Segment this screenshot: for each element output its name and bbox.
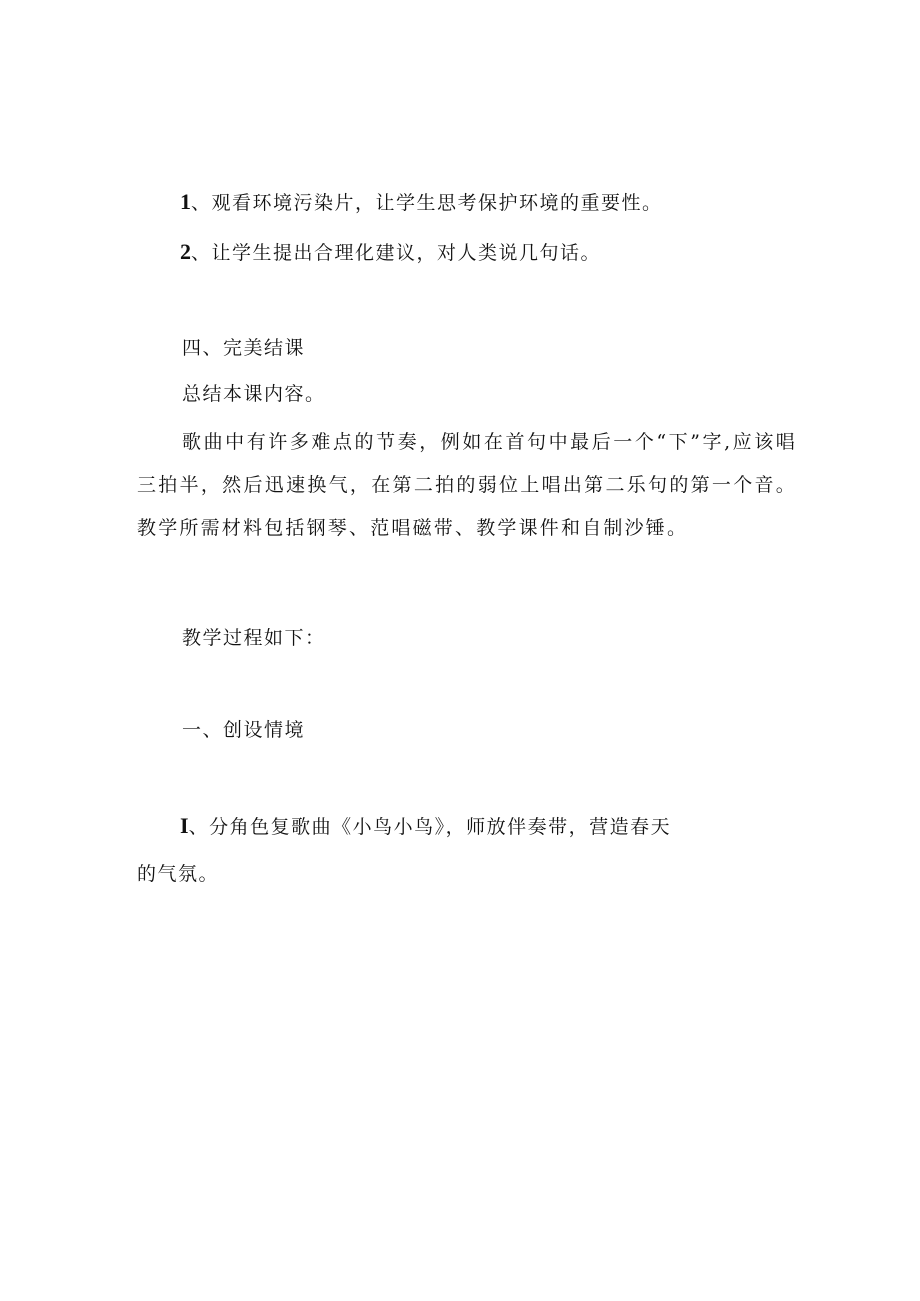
item-text: 、让学生提出合理化建议，对人类说几句话。 <box>191 242 602 264</box>
body-paragraph: 歌曲中有许多难点的节奏，例如在首句中最后一个“下”字,应该唱三拍半，然后迅速换气，在第二拍的弱位上唱出第二乐句的第一个音。教学所需材料包括钢琴、范唱磁带、教学课件和自制沙锤。 <box>137 431 797 539</box>
item-continuation: 的气氛。 <box>137 863 220 885</box>
list-item-1 <box>180 190 663 215</box>
list-item-2 <box>180 240 601 265</box>
item-number: I <box>180 813 189 838</box>
summary-text: 总结本课内容。 <box>182 383 326 405</box>
section-heading-one: 一、创设情境 <box>182 719 306 741</box>
item-text: 、观看环境污染片，让学生思考保护环境的重要性。 <box>191 192 663 214</box>
item-number: 1 <box>180 189 191 214</box>
section-heading-four: 四、完美结课 <box>182 337 306 359</box>
item-text: 、分角色复歌曲《小鸟小鸟》，师放伴奏带，营造春天 <box>188 816 672 838</box>
process-intro: 教学过程如下： <box>182 627 326 649</box>
item-number: 2 <box>180 239 191 264</box>
list-item-I <box>180 814 671 839</box>
